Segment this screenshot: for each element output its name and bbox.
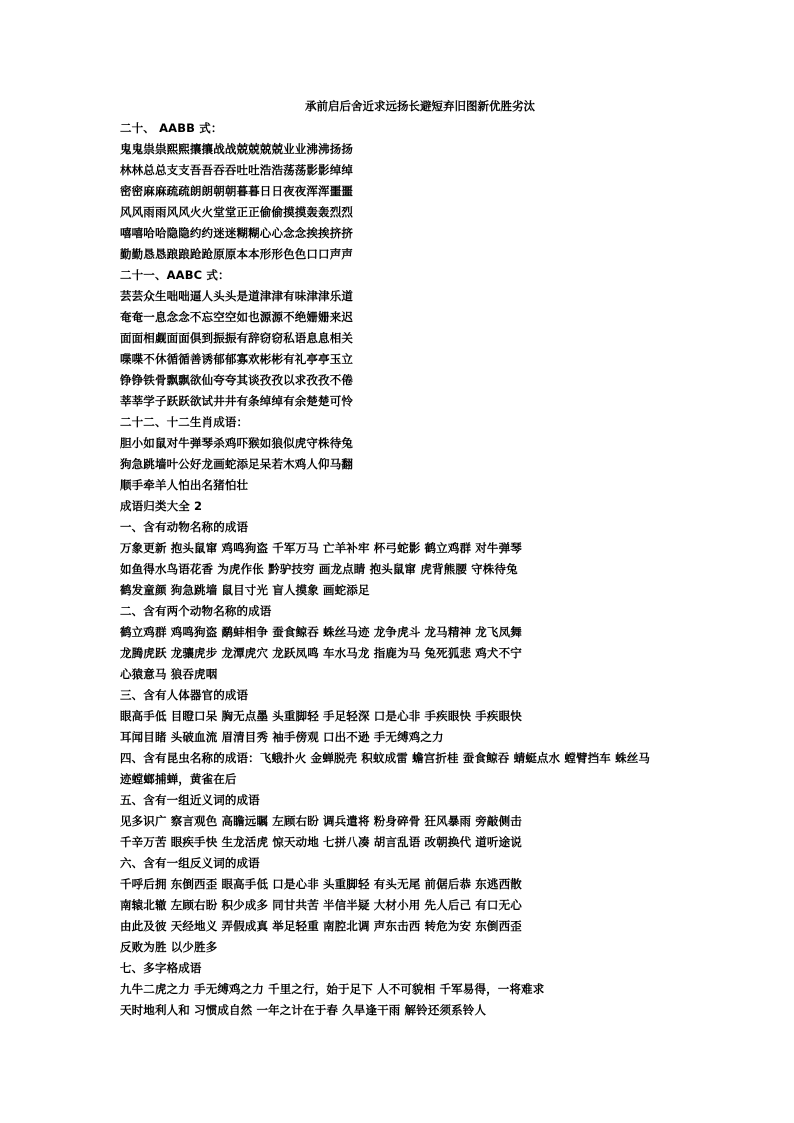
text-line: 狗急跳墙叶公好龙画蛇添足呆若木鸡人仰马翻 — [120, 457, 353, 471]
text-line: 嘻嘻哈哈隐隐约约迷迷糊糊心心念念挨挨挤挤 — [120, 226, 353, 240]
text-line: 由此及彼 天经地义 弄假成真 举足轻重 南腔北调 声东击西 转危为安 东倒西歪 — [120, 919, 522, 933]
text-line: 五、含有一组近义词的成语 — [120, 793, 260, 807]
text-line: 林林总总支支吾吾吞吞吐吐浩浩荡荡影影绰绰 — [120, 163, 353, 177]
text-line: 面面相觑面面俱到振振有辞窃窃私语息息相关 — [120, 331, 353, 345]
text-line: 千呼后拥 东倒西歪 眼高手低 口是心非 头重脚轻 有头无尾 前倨后恭 东逃西散 — [120, 877, 522, 891]
text-line: 迹螳螂捕蝉，黄雀在后 — [120, 772, 237, 786]
text-line: 二、含有两个动物名称的成语 — [120, 604, 272, 618]
text-line: 心猿意马 狼吞虎咽 — [120, 667, 218, 681]
document-body — [120, 118, 720, 1021]
text-line: 莘莘学子跃跃欲试井井有条绰绰有余楚楚可怜 — [120, 394, 353, 408]
text-line: 芸芸众生咄咄逼人头头是道津津有味津津乐道 — [120, 289, 353, 303]
text-line: 七、多字格成语 — [120, 961, 202, 975]
text-line: 鬼鬼祟祟熙熙攘攘战战兢兢兢兢业业沸沸扬扬 — [120, 142, 353, 156]
text-line: 四、含有昆虫名称的成语：飞蛾扑火 金蝉脱壳 积蚊成雷 蟾宫折桂 蚕食鲸吞 蜻蜓点水 螳臂挡车 蛛丝马 — [120, 751, 651, 765]
document-title: 承前启后舍近求远扬长避短弃旧图新优胜劣汰 — [305, 99, 535, 113]
text-line: 如鱼得水鸟语花香 为虎作伥 黔驴技穷 画龙点睛 抱头鼠窜 虎背熊腰 守株待兔 — [120, 562, 518, 576]
text-line: 天时地利人和 习惯成自然 一年之计在于春 久旱逢干雨 解铃还须系铃人 — [120, 1003, 487, 1017]
text-line: 二十二、十二生肖成语： — [120, 415, 249, 429]
text-line: 眼高手低 目瞪口呆 胸无点墨 头重脚轻 手足轻深 口是心非 手疾眼快 手疾眼快 — [120, 709, 522, 723]
text-line: 喋喋不休循循善诱郁郁寡欢彬彬有礼亭亭玉立 — [120, 352, 353, 366]
text-line: 三、含有人体器官的成语 — [120, 688, 249, 702]
text-line: 二十、 AABB 式： — [120, 121, 223, 135]
text-line: 见多识广 察言观色 高瞻远瞩 左顾右盼 调兵遣将 粉身碎骨 狂风暴雨 旁敲侧击 — [120, 814, 522, 828]
text-line: 龙腾虎跃 龙骧虎步 龙潭虎穴 龙跃凤鸣 车水马龙 指鹿为马 兔死狐悲 鸡犬不宁 — [120, 646, 522, 660]
text-line: 耳闻目睹 头破血流 眉清目秀 袖手傍观 口出不逊 手无缚鸡之力 — [120, 730, 444, 744]
text-line: 成语归类大全 2 — [120, 499, 203, 513]
text-line: 密密麻麻疏疏朗朗朝朝暮暮日日夜夜浑浑噩噩 — [120, 184, 353, 198]
text-line: 南辕北辙 左顾右盼 积少成多 同甘共苦 半信半疑 大材小用 先人后己 有口无心 — [120, 898, 522, 912]
text-line: 铮铮铁骨飘飘欲仙夸夸其谈孜孜以求孜孜不倦 — [120, 373, 353, 387]
text-line: 千辛万苦 眼疾手快 生龙活虎 惊天动地 七拼八凑 胡言乱语 改朝换代 道听途说 — [120, 835, 522, 849]
text-line: 一、含有动物名称的成语 — [120, 520, 249, 534]
text-line: 风风雨雨风风火火堂堂正正偷偷摸摸轰轰烈烈 — [120, 205, 353, 219]
text-line: 顺手牵羊人怕出名猪怕壮 — [120, 478, 249, 492]
text-line: 奄奄一息念念不忘空空如也源源不绝姗姗来迟 — [120, 310, 353, 324]
text-line: 万象更新 抱头鼠窜 鸡鸣狗盗 千军万马 亡羊补牢 杯弓蛇影 鹤立鸡群 对牛弹琴 — [120, 541, 522, 555]
text-line: 二十一、AABC 式： — [120, 268, 230, 282]
text-line: 九牛二虎之力 手无缚鸡之力 千里之行，始于足下 人不可貌相 千军易得，一将难求 — [120, 982, 545, 996]
text-line: 胆小如鼠对牛弹琴杀鸡吓猴如狼似虎守株待兔 — [120, 436, 353, 450]
text-line: 六、含有一组反义词的成语 — [120, 856, 260, 870]
text-line: 勤勤恳恳踉踉跄跄原原本本形形色色口口声声 — [120, 247, 353, 261]
text-line: 反败为胜 以少胜多 — [120, 940, 218, 954]
text-line: 鹤发童颜 狗急跳墙 鼠目寸光 盲人摸象 画蛇添足 — [120, 583, 370, 597]
text-line: 鹤立鸡群 鸡鸣狗盗 鹬蚌相争 蚕食鲸吞 蛛丝马迹 龙争虎斗 龙马精神 龙飞凤舞 — [120, 625, 522, 639]
